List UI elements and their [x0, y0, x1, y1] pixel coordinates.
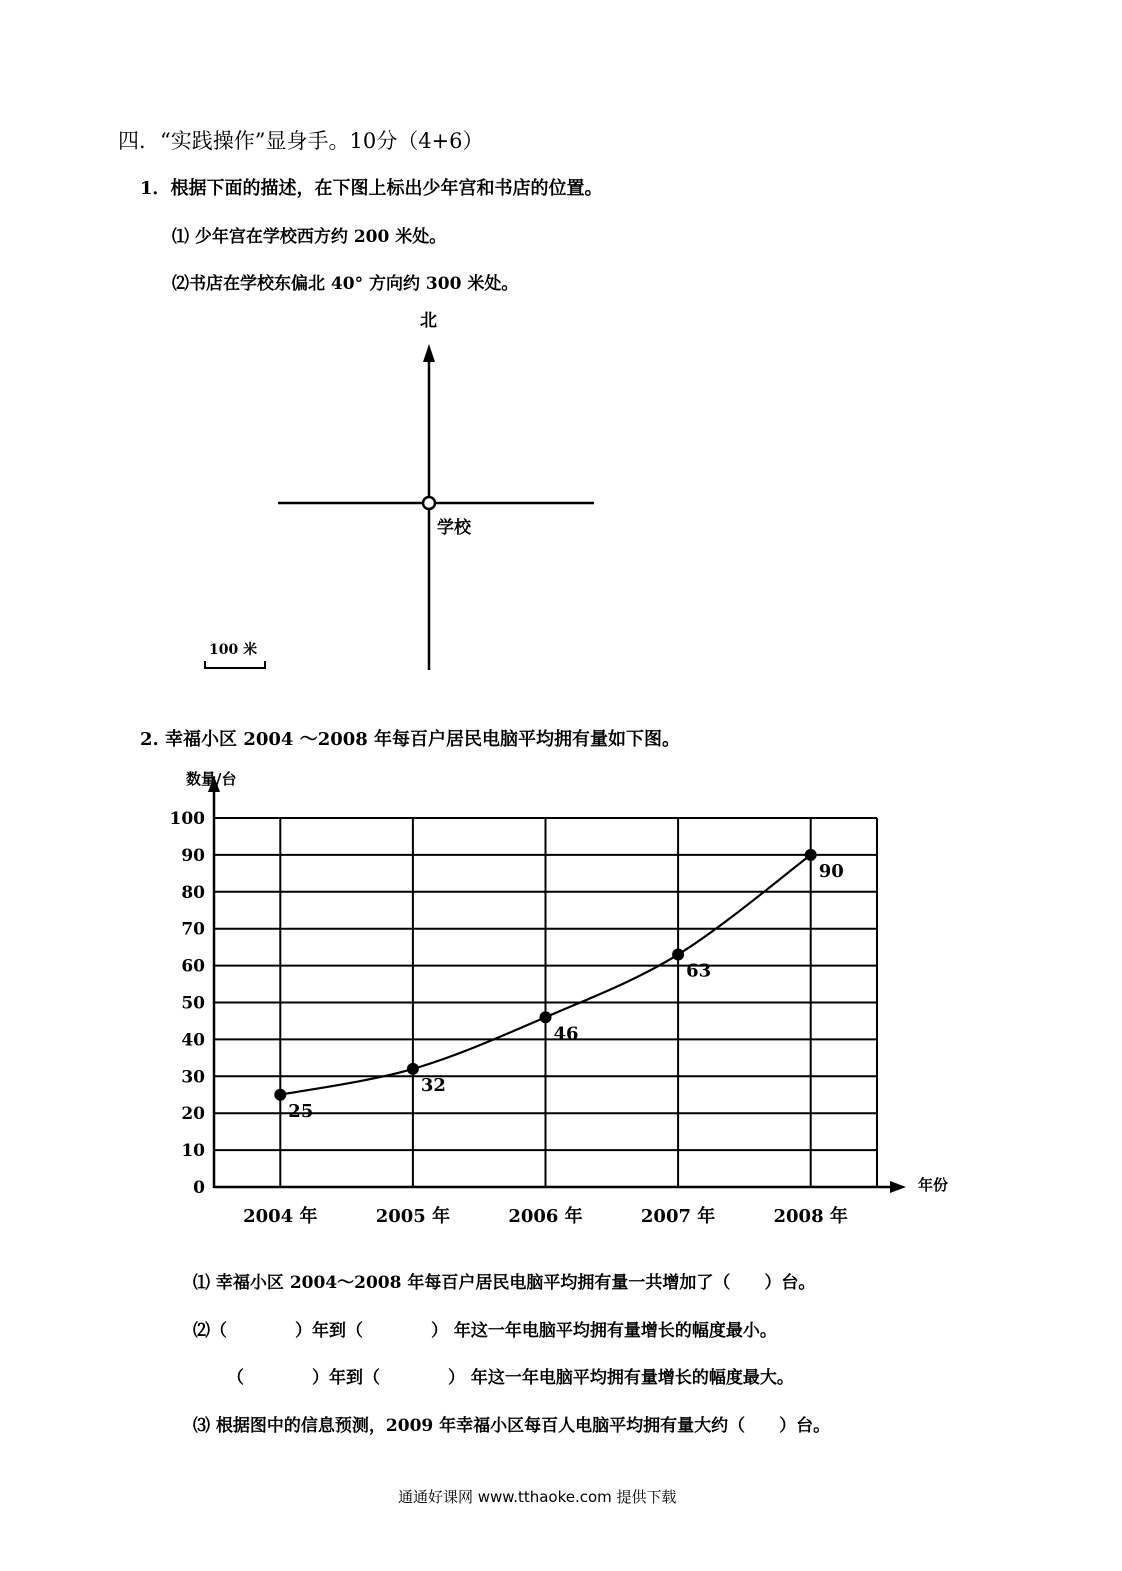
x-tick-label: 2005 年: [375, 1206, 451, 1227]
y-tick-label: 70: [181, 919, 205, 940]
y-tick-label: 90: [181, 845, 205, 866]
data-point: [805, 849, 817, 861]
y-tick-label: 100: [169, 809, 205, 829]
x-tick-label: 2007 年: [640, 1206, 716, 1227]
north-label: 北: [420, 311, 437, 331]
scale-label: 100 米: [209, 642, 258, 658]
data-label: 32: [420, 1074, 446, 1096]
data-point: [274, 1089, 286, 1101]
question-1-item-1: ⑴ 少年宫在学校西方约 200 米处。: [172, 227, 447, 247]
section-title: 四．“实践操作”显身手。10分（4+6）: [118, 129, 484, 153]
question-2-sub-1: ⑴ 幸福小区 2004～2008 年每百户居民电脑平均拥有量一共增加了（ ）台。: [193, 1273, 816, 1293]
question-1-item-2: ⑵书店在学校东偏北 40° 方向约 300 米处。: [172, 274, 519, 294]
data-label: 46: [553, 1023, 579, 1045]
y-tick-labels: [170, 809, 206, 1198]
data-point: [540, 1011, 552, 1023]
data-label: 90: [818, 860, 844, 882]
y-tick-label: 0: [193, 1178, 205, 1198]
data-labels: [288, 861, 843, 1122]
y-tick-label: 10: [181, 1141, 205, 1162]
question-1-title: 1．根据下面的描述，在下图上标出少年宫和书店的位置。: [140, 178, 603, 199]
chart-grid: [214, 818, 877, 1187]
footer-text: 通通好课网 www.tthaoke.com 提供下载: [398, 1488, 677, 1506]
school-label: 学校: [437, 518, 471, 538]
x-tick-label: 2006 年: [508, 1206, 583, 1227]
chart-axes: [208, 776, 906, 1193]
x-axis-label: 年份: [918, 1176, 949, 1194]
x-tick-label: 2008 年: [773, 1206, 848, 1227]
data-point: [407, 1063, 419, 1075]
data-point: [672, 949, 684, 961]
x-axis-arrow-icon: [890, 1181, 906, 1193]
y-tick-label: 60: [181, 956, 205, 977]
y-tick-label: 80: [181, 882, 205, 903]
y-tick-label: 30: [181, 1067, 205, 1088]
y-tick-label: 40: [181, 1030, 205, 1051]
x-tick-labels: [243, 1205, 848, 1227]
y-tick-label: 50: [181, 993, 205, 1014]
x-tick-label: 2004 年: [243, 1206, 318, 1227]
question-2-sub-3: ⑶ 根据图中的信息预测，2009 年幸福小区每百人电脑平均拥有量大约（ ）台。: [193, 1416, 831, 1436]
data-label: 25: [288, 1100, 314, 1122]
y-tick-label: 20: [181, 1104, 205, 1125]
data-label: 63: [686, 960, 712, 982]
y-axis-label: 数量/台: [186, 770, 237, 788]
question-2-title: 2. 幸福小区 2004 ～2008 年每百户居民电脑平均拥有量如下图。: [140, 729, 681, 750]
question-2-sub-2b: （ ）年到（ ） 年这一年电脑平均拥有量增长的幅度最大。: [227, 1368, 794, 1388]
question-2-sub-2: ⑵（ ）年到（ ） 年这一年电脑平均拥有量增长的幅度最小。: [193, 1321, 777, 1341]
